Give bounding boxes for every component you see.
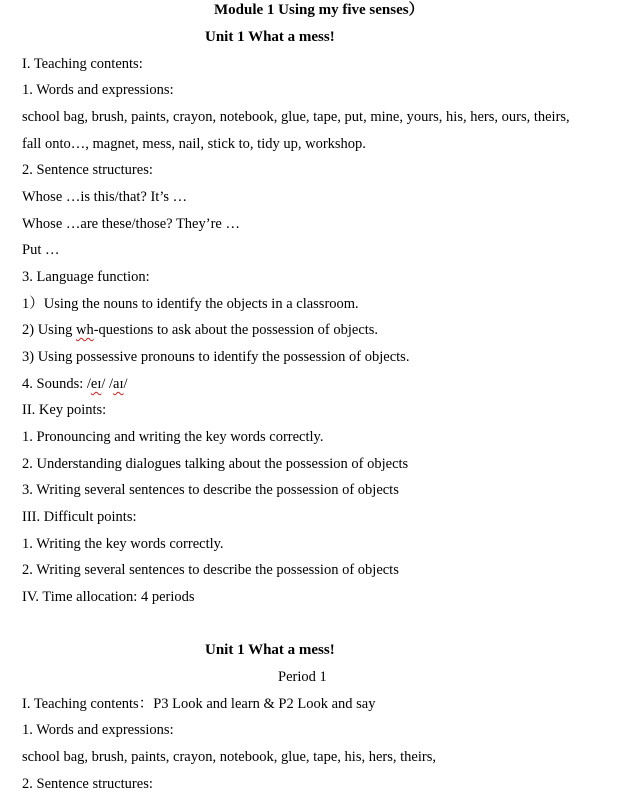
spellcheck-mark-ei: eɪ: [90, 376, 102, 392]
function-3: 3) Using possessive pronouns to identify the possession of objects.: [22, 349, 410, 365]
time-allocation: IV. Time allocation: 4 periods: [22, 589, 195, 605]
words-line-1: school bag, brush, paints, crayon, notebook, glue, tape, put, mine, yours, his, hers, ours, theirs,: [22, 109, 570, 125]
key-point-2: 2. Understanding dialogues talking about the possession of objects: [22, 456, 409, 472]
period-structures-heading: 2. Sentence structures:: [22, 776, 153, 792]
sounds-label: 4. Sounds: /: [22, 376, 91, 392]
sounds-separator: / /: [101, 376, 114, 392]
key-point-3: 3. Writing several sentences to describe the possession of objects: [22, 482, 399, 498]
period-words-line: school bag, brush, paints, crayon, notebook, glue, tape, his, hers, theirs,: [22, 749, 436, 765]
module-title: Module 1 Using my five senses）: [214, 2, 424, 18]
words-heading: 1. Words and expressions:: [22, 82, 174, 98]
function-2-text-start: 2) Using: [22, 322, 76, 338]
function-2-text-end: -questions to ask about the possession of objects.: [93, 322, 379, 338]
difficult-point-1: 1. Writing the key words correctly.: [22, 536, 224, 552]
teaching-contents-heading: I. Teaching contents:: [22, 56, 143, 72]
difficult-point-2: 2. Writing several sentences to describe the possession of objects: [22, 562, 399, 578]
function-1: 1）Using the nouns to identify the objects in a classroom.: [22, 296, 359, 312]
structures-heading: 2. Sentence structures:: [22, 162, 153, 178]
key-point-1: 1. Pronouncing and writing the key words correctly.: [22, 429, 324, 445]
spellcheck-mark-wh: wh: [75, 322, 94, 338]
words-line-2: fall onto…, magnet, mess, nail, stick to, tidy up, workshop.: [22, 136, 366, 152]
function-heading: 3. Language function:: [22, 269, 150, 285]
period-teaching-contents: I. Teaching contents：P3 Look and learn & P2 Look and say: [22, 696, 376, 712]
structure-3: Put …: [22, 242, 60, 258]
structure-1: Whose …is this/that? It’s …: [22, 189, 188, 205]
function-2: [22, 321, 378, 339]
unit-title: Unit 1 What a mess!: [205, 29, 335, 45]
sounds-end: /: [123, 376, 128, 392]
spellcheck-mark-ai: aɪ: [113, 376, 124, 392]
difficult-points-heading: III. Difficult points:: [22, 509, 137, 525]
period-title: Period 1: [278, 669, 327, 685]
sounds-line: [22, 375, 128, 393]
key-points-heading: II. Key points:: [22, 402, 107, 418]
period-words-heading: 1. Words and expressions:: [22, 722, 174, 738]
structure-2: Whose …are these/those? They’re …: [22, 216, 240, 232]
period-unit-title: Unit 1 What a mess!: [205, 642, 335, 658]
